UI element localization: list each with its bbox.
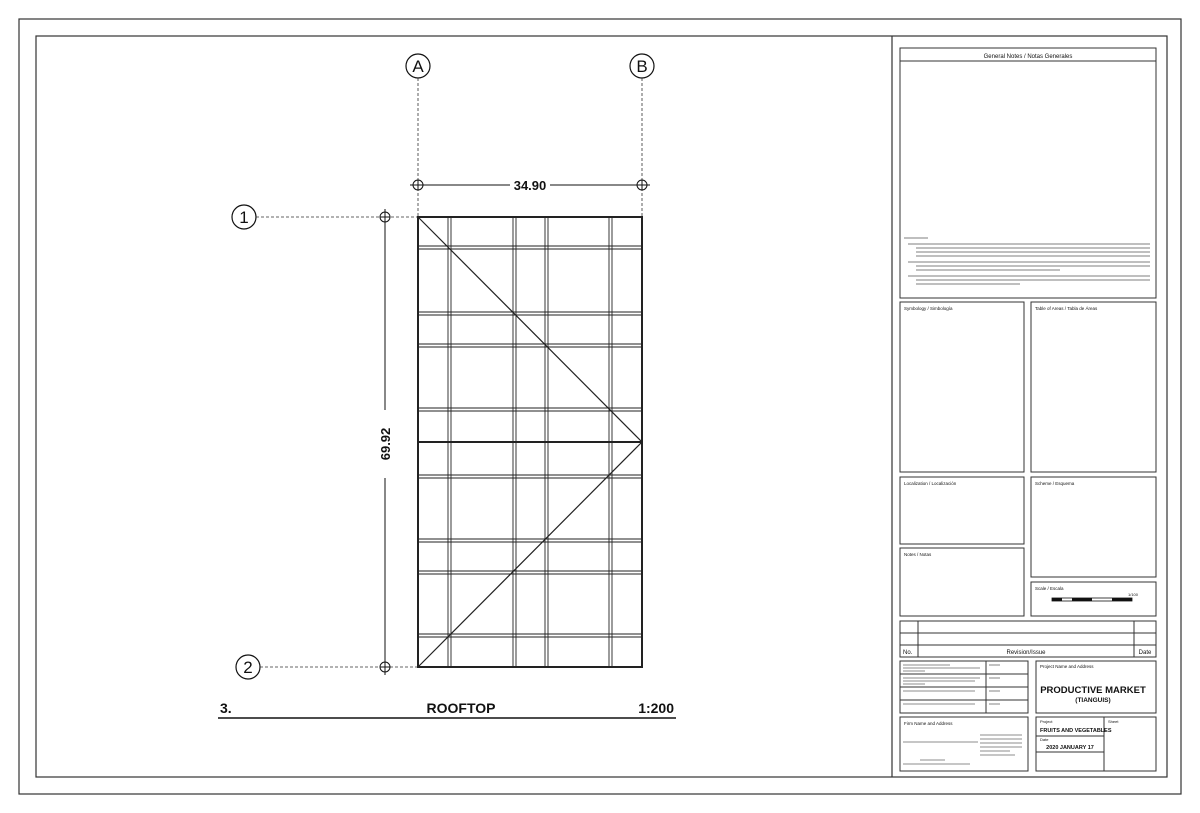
revision-no-label: No. [903, 650, 913, 656]
scale-bar-label: 1/100 [1128, 592, 1139, 597]
revision-issue-label: Revision/Issue [1006, 650, 1046, 656]
table-of-areas-box [1031, 302, 1156, 472]
scheme-box [1031, 477, 1156, 577]
sheet-label: Sheet [1108, 719, 1119, 724]
location-label: Localization / Localización [904, 481, 957, 486]
firm-label: Firm Name and Address [904, 721, 953, 726]
symbology-box [900, 302, 1024, 472]
roof-diagonal-lower [418, 442, 642, 667]
grid-label-1: 1 [239, 208, 249, 227]
general-notes-text [904, 238, 1150, 284]
inner-border [36, 36, 1167, 777]
dimension-horizontal-value: 34.90 [513, 178, 547, 193]
project-field-value: FRUITS AND VEGETABLES [1040, 728, 1112, 734]
dimension-vertical-value: 69.92 [378, 427, 393, 461]
drawing-title [218, 700, 676, 718]
team-info-text [903, 665, 1000, 704]
project-name: PRODUCTIVE MARKET [1040, 685, 1146, 696]
outer-border [19, 19, 1181, 794]
dimension-vertical [378, 209, 393, 675]
drawing-number: 3. [220, 700, 232, 716]
team-info-block [900, 661, 1028, 713]
revision-date-label: Date [1138, 650, 1152, 656]
general-notes-header: General Notes / Notas Generales [983, 54, 1073, 60]
drawing-area [218, 54, 676, 718]
project-date-block [1036, 717, 1156, 771]
title-block [900, 48, 1156, 771]
project-name-label: Project Name and Address [1040, 664, 1094, 669]
location-box [900, 477, 1024, 544]
scheme-label: Scheme / Esquema [1035, 481, 1075, 486]
dimension-horizontal [410, 178, 650, 193]
grid-label-a: A [412, 57, 424, 76]
general-notes-box [900, 48, 1156, 298]
roof-horizontal-members [418, 246, 642, 637]
scale-label: Scale / Escala [1035, 586, 1064, 591]
firm-info-text [903, 735, 1022, 764]
table-of-areas-label: Table of Areas / Tabla de Áreas [1035, 306, 1098, 311]
scale-bar [1052, 592, 1139, 601]
grid-label-2: 2 [243, 658, 253, 677]
grid-label-b: B [636, 57, 648, 76]
notes-box [900, 548, 1024, 616]
roof-plan [418, 217, 642, 667]
date-field-label: Date [1040, 737, 1049, 742]
project-field-label: Project [1040, 719, 1053, 724]
symbology-label: Symbology / Simbología [904, 306, 953, 311]
project-subtitle: (TIANGUIS) [1075, 697, 1111, 704]
date-field-value: 2020 JANUARY 17 [1046, 745, 1094, 751]
drawing-name: ROOFTOP [426, 700, 496, 716]
drawing-scale: 1:200 [638, 700, 674, 716]
notes-label: Notes / Notas [904, 552, 932, 557]
